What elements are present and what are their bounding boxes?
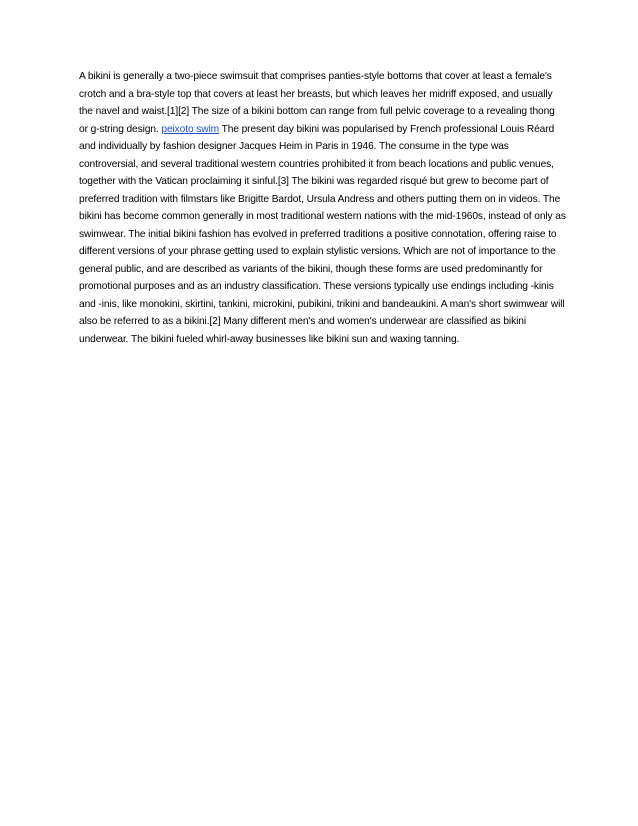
peixoto-swim-link[interactable]: peixoto swim [161, 123, 220, 135]
paragraph-text-before-link: A bikini is generally a two-piece swimsuit that comprises panties-style bottoms that cover at least a female's crotch and a bra-style top that covers at least her breasts, but which leaves her midriff exposed, and usually the navel and waist.[1][2] The size of a bikini bottom can range from full pelvic coverage to a revealing thong or g-string design. [79, 71, 555, 135]
paragraph-text-after-link: The present day bikini was popularised by French professional Louis Réard and individually by fashion designer Jacques Heim in Paris in 1946. The consume in the type was controversial, and several traditional western countries prohibited it from beach locations and public venues, together with the Vatican proclaiming it sinful.[3] The bikini was regarded risqué but grew to become part of preferred tradition with filmstars like Brigitte Bardot, Ursula Andress and others putting them on in videos. The bikini has become common generally in most traditional western nations with the mid-1960s, instead of only as swimwear. The initial bikini fashion has evolved in preferred traditions a positive connotation, offering raise to different versions of your phrase getting used to explain stylistic versions. Which are not of importance to the general public, and are described as variants of the bikini, though these forms are used predominantly for promotional purposes and as an industry classification. These versions typically use endings including -kinis and -inis, like monokini, skirtini, tankini, microkini, pubikini, trikini and bandeaukini. A man's short swimwear will also be referred to as a bikini.[2] Many different men's and women's underwear are classified as bikini underwear. The bikini fueled whirl-away businesses like bikini sun and waxing tanning. [79, 123, 566, 345]
body-paragraph [79, 68, 566, 348]
